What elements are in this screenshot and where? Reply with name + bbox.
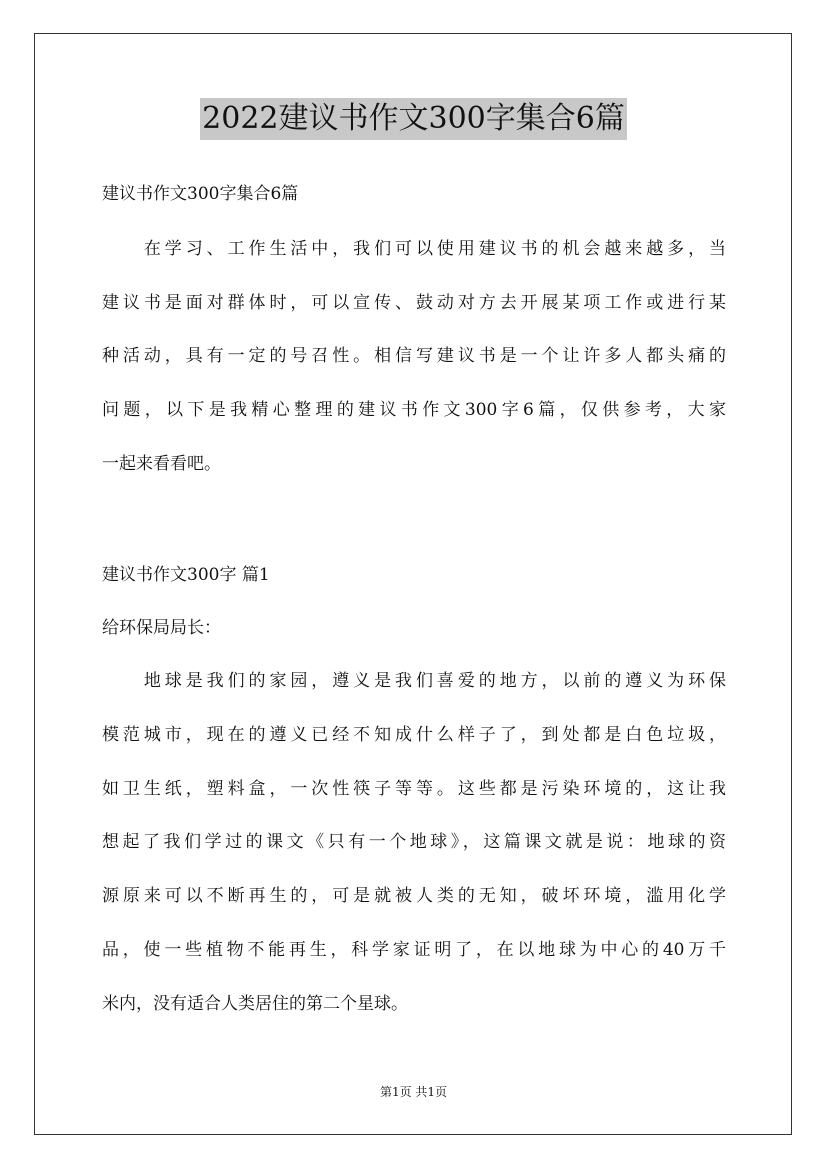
body-line: 地球是我们的家园，遵义是我们喜爱的地方，以前的遵义为环保	[102, 671, 726, 691]
page-number: 第1页 共1页	[379, 1085, 448, 1099]
body-line: 源原来可以不断再生的，可是就被人类的无知，破坏环境，滥用化学	[102, 886, 726, 906]
intro-line: 种活动，具有一定的号召性。相信写建议书是一个让许多人都头痛的	[102, 346, 726, 366]
body-line: 品，使一些植物不能再生，科学家证明了，在以地球为中心的40万千	[102, 940, 726, 960]
subtitle: 建议书作文300字集合6篇	[102, 184, 299, 204]
intro-line: 建议书是面对群体时，可以宣传、鼓动对方去开展某项工作或进行某	[102, 293, 726, 313]
intro-line: 问题，以下是我精心整理的建议书作文300字6篇，仅供参考，大家	[102, 400, 726, 420]
document-title: 2022建议书作文300字集合6篇	[200, 98, 627, 140]
salutation: 给环保局局长：	[102, 618, 221, 638]
body-line: 如卫生纸，塑料盒，一次性筷子等等。这些都是污染环境的，这让我	[102, 779, 726, 799]
body-line: 米内，没有适合人类居住的第二个星球。	[102, 994, 408, 1014]
body-line: 想起了我们学过的课文《只有一个地球》，这篇课文就是说：地球的资	[102, 832, 726, 852]
intro-line: 在学习、工作生活中，我们可以使用建议书的机会越来越多，当	[102, 239, 726, 259]
title-container	[0, 98, 827, 140]
section-heading: 建议书作文300字 篇1	[102, 565, 270, 585]
intro-line: 一起来看看吧。	[102, 454, 221, 474]
body-line: 模范城市，现在的遵义已经不知成什么样子了，到处都是白色垃圾，	[102, 725, 726, 745]
